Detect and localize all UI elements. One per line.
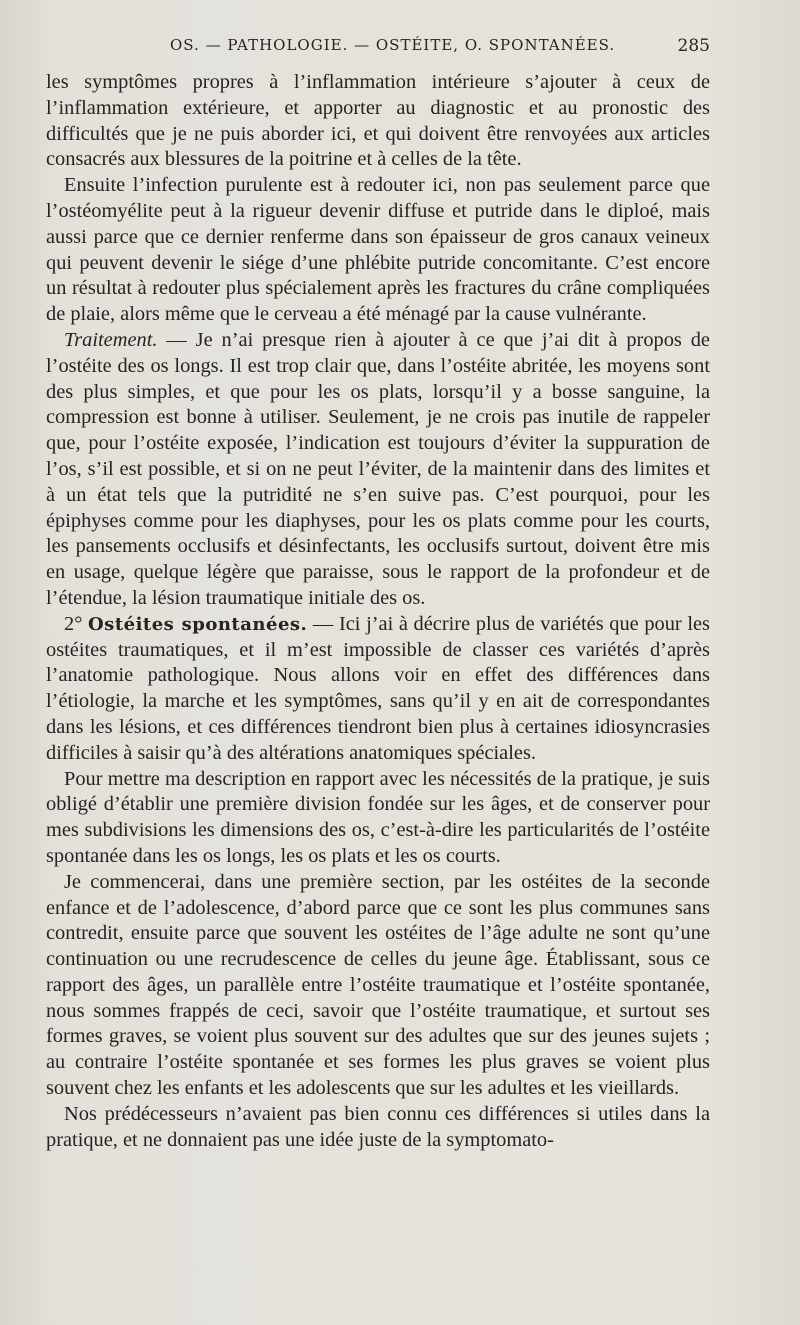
paragraph-osteites-spontanees xyxy=(46,612,710,767)
paragraph-text: Je commencerai, dans une première section, par les ostéites de la seconde enfance et de l’adolescence, d’abord parce que ce sont les plus communes sans contredit, ensuite parce que souvent les ostéites de l’âge adulte ne sont qu’une continuation ou une recrudescence de celles du jeune âge. Établissant, sous ce rapport des âges, un parallèle entre l’ostéite traumatique et l’ostéite spontanée, nous sommes frappés de ceci, savoir que l’ostéite traumatique, et surtout ses formes graves, se voient plus souvent sur des adultes que sur des jeunes sujets ; au contraire l’ostéite spontanée et ses formes les plus graves se voient plus souvent chez les enfants et les adolescents que sur les adultes et les vieillards. xyxy=(46,870,710,1100)
paragraph-text: Ensuite l’infection purulente est à redouter ici, non pas seulement parce que l’ostéomyélite peut à la rigueur devenir diffuse et putride dans le diploé, mais aussi parce que ce dernier renferme dans son épaisseur de gros canaux veineux qui peuvent devenir le siége d’une phlébite putride concomitante. C’est encore un résultat à redouter plus spécialement après les fractures du crâne compliquées de plaie, alors même que le cerveau a été ménagé par la cause vulnérante. xyxy=(46,174,710,326)
paragraph-premiere-section xyxy=(46,870,710,1102)
paragraph-text: — Ici j’ai à décrire plus de variétés que pour les ostéites traumatiques, et il m’est impossible de classer ces variétés d’après l’anatomie pathologique. Nous allons voir en effet des différences dans l’étiologie, la marche et les symptômes, sans qu’il y en ait de correspondantes dans les lésions, et ces différences tiendront bien plus à certaines idiosyncrasies difficiles à saisir qu’à des altérations anatomiques spéciales. xyxy=(46,612,710,764)
page-header xyxy=(46,36,710,60)
section-heading: Ostéites spontanées. xyxy=(88,613,308,635)
page-number: 285 xyxy=(677,36,710,56)
paragraph-infection xyxy=(46,173,710,328)
paragraph-continuation xyxy=(46,70,710,173)
paragraph-traitement xyxy=(46,328,710,612)
section-lead-traitement: Traitement. xyxy=(64,328,158,351)
paragraph-description xyxy=(46,767,710,870)
paragraph-text: Nos prédécesseurs n’avaient pas bien connu ces différences si utiles dans la pratique, et ne donnaient pas une idée juste de la symptomato- xyxy=(46,1102,710,1151)
paragraph-predecesseurs xyxy=(46,1102,710,1154)
section-number: 2° xyxy=(64,612,83,635)
paragraph-text: les symptômes propres à l’inflammation intérieure s’ajouter à ceux de l’inflammation extérieure, et apporter au diagnostic et au pronostic des difficultés que je ne puis aborder ici, et qui doivent être renvoyées aux articles consacrés aux blessures de la poitrine et à celles de la tête. xyxy=(46,71,710,171)
paragraph-text: Pour mettre ma description en rapport avec les nécessités de la pratique, je suis obligé d’établir une première division fondée sur les âges, et de conserver pour mes subdivisions les dimensions des os, c’est-à-dire les particularités de l’ostéite spontanée dans les os longs, les os plats et les os courts. xyxy=(46,767,710,867)
paragraph-text: — Je n’ai presque rien à ajouter à ce que j’ai dit à propos de l’ostéite des os longs. Il est trop clair que, dans l’ostéite abritée, les moyens sont des plus simples, et que pour les os plats, lorsqu’il y a bosse sanguine, la compression est bonne à utiliser. Seulement, je ne crois pas inutile de rappeler que, pour l’ostéite exposée, l’indication est toujours d’éviter la suppuration de l’os, s’il est possible, et si on ne peut l’éviter, de la maintenir dans des limites et à un état tels que la putridité ne s’en suive pas. C’est pourquoi, pour les épiphyses comme pour les diaphyses, pour les os plats comme pour les courts, les pansements occlusifs et désinfectants, les occlusifs surtout, doivent être mis en usage, quelque légère que paraisse, sous le rapport de la profondeur et de l’étendue, la lésion traumatique initiale des os. xyxy=(46,328,710,609)
body-text xyxy=(46,70,710,1153)
running-title: OS. — PATHOLOGIE. — OSTÉITE, O. SPONTANÉES. xyxy=(170,36,616,54)
